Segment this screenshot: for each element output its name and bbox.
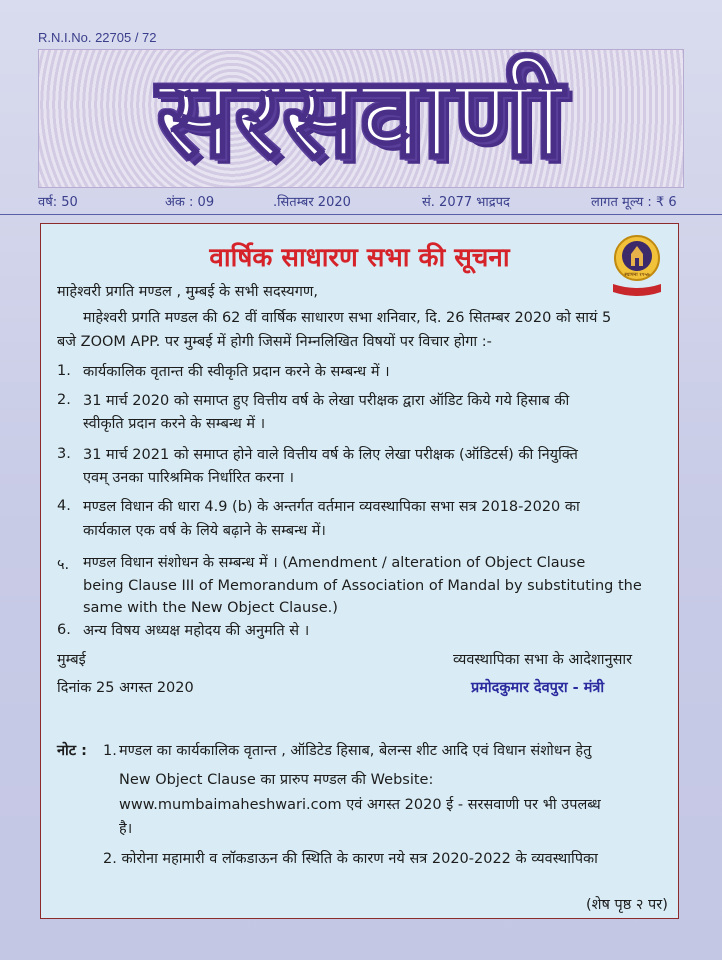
note-1-line-3: www.mumbaimaheshwari.com एवं अगस्त 2020 ई - सरसवाणी पर भी उपलब्ध [119,797,601,813]
note-1-number: 1. [103,743,117,759]
order-text: व्यवस्थापिका सभा के आदेशानुसार [453,652,633,668]
temple-emblem-icon [611,234,663,300]
note-label: नोट : [57,743,87,759]
place: मुम्बई [57,652,86,668]
notice-date: दिनांक 25 अगस्त 2020 [57,680,194,696]
notice-box [40,223,679,919]
intro-line-1: माहेश्वरी प्रगति मण्डल की 62 वीं वार्षिक साधारण सभा शनिवार, दि. 26 सितम्बर 2020 को सायं 5 [83,310,612,326]
header-divider [0,214,722,215]
item-2-line-2: स्वीकृति प्रदान करने के सम्बन्ध में । [83,416,266,432]
item-number: 1. [57,363,71,379]
masthead-banner [38,49,684,188]
note-2: 2. कोरोना महामारी व लॉकडाऊन की स्थिति के कारण नये सत्र 2020-2022 के व्यवस्थापिका [103,851,598,867]
item-3-line-1: 31 मार्च 2021 को समाप्त होने वाले वित्तीय वर्ष के लिए लेखा परीक्षक (ऑडिटर्स) की नियुक्ति [83,447,578,463]
item-5-line-3: same with the New Object Clause.) [83,600,338,616]
item-4-line-2: कार्यकाल एक वर्ष के लिये बढ़ाने के सम्बन्ध में। [83,523,326,539]
item-5-line-1: मण्डल विधान संशोधन के सम्बन्ध में । (Amendment / alteration of Object Clause [83,555,586,571]
month-label: .सितम्बर 2020 [273,195,351,210]
item-4-line-1: मण्डल विधान की धारा 4.9 (b) के अन्तर्गत वर्तमान व्यवस्थापिका सभा सत्र 2018-2020 का [83,499,580,515]
year-label: वर्ष: 50 [38,195,78,210]
notice-heading: वार्षिक साधारण सभा की सूचना [209,243,510,273]
item-2-line-1: 31 मार्च 2020 को समाप्त हुए वित्तीय वर्ष के लेखा परीक्षक द्वारा ऑडिट किये गये हिसाब की [83,393,570,409]
item-number: ५. [57,557,70,573]
note-1-line-2: New Object Clause का प्रारुप मण्डल की Website: [119,772,434,788]
salutation: माहेश्वरी प्रगति मण्डल , मुम्बई के सभी सदस्यगण, [57,284,318,300]
intro-line-2: बजे ZOOM APP. पर मुम्बई में होगी जिसमें निम्नलिखित विषयों पर विचार होगा :- [57,334,492,350]
note-1-line-4: है। [119,821,133,837]
item-6-line-1: अन्य विषय अध्यक्ष महोदय की अनुमति से । [83,623,310,639]
masthead-title: सरसवाणी [156,53,566,183]
item-5-line-2: being Clause III of Memorandum of Association of Mandal by substituting the [83,578,642,594]
continued-note: (शेष पृष्ठ २ पर) [586,897,668,913]
rni-number: R.N.I.No. 22705 / 72 [38,30,157,45]
issue-info-bar [38,192,688,210]
signatory: प्रमोदकुमार देवपुरा - मंत्री [471,680,605,696]
item-3-line-2: एवम् उनका पारिश्रमिक निर्धारित करना । [83,470,294,486]
item-number: 6. [57,622,71,638]
item-number: 4. [57,498,71,514]
item-1-line-1: कार्यकालिक वृतान्त की स्वीकृति प्रदान करने के सम्बन्ध में । [83,364,390,380]
issue-label: अंक : 09 [165,195,215,210]
samvat-label: सं. 2077 भाद्रपद [422,195,510,210]
emblem-caption: स्थापना १९५७ [624,272,650,278]
note-1-line-1: मण्डल का कार्यकालिक वृतान्त , ऑडिटेड हिसाब, बेलन्स शीट आदि एवं विधान संशोधन हेतु [119,743,592,759]
item-number: 3. [57,446,71,462]
item-number: 2. [57,392,71,408]
price-label: लागत मूल्य : ₹ 6 [591,195,677,210]
